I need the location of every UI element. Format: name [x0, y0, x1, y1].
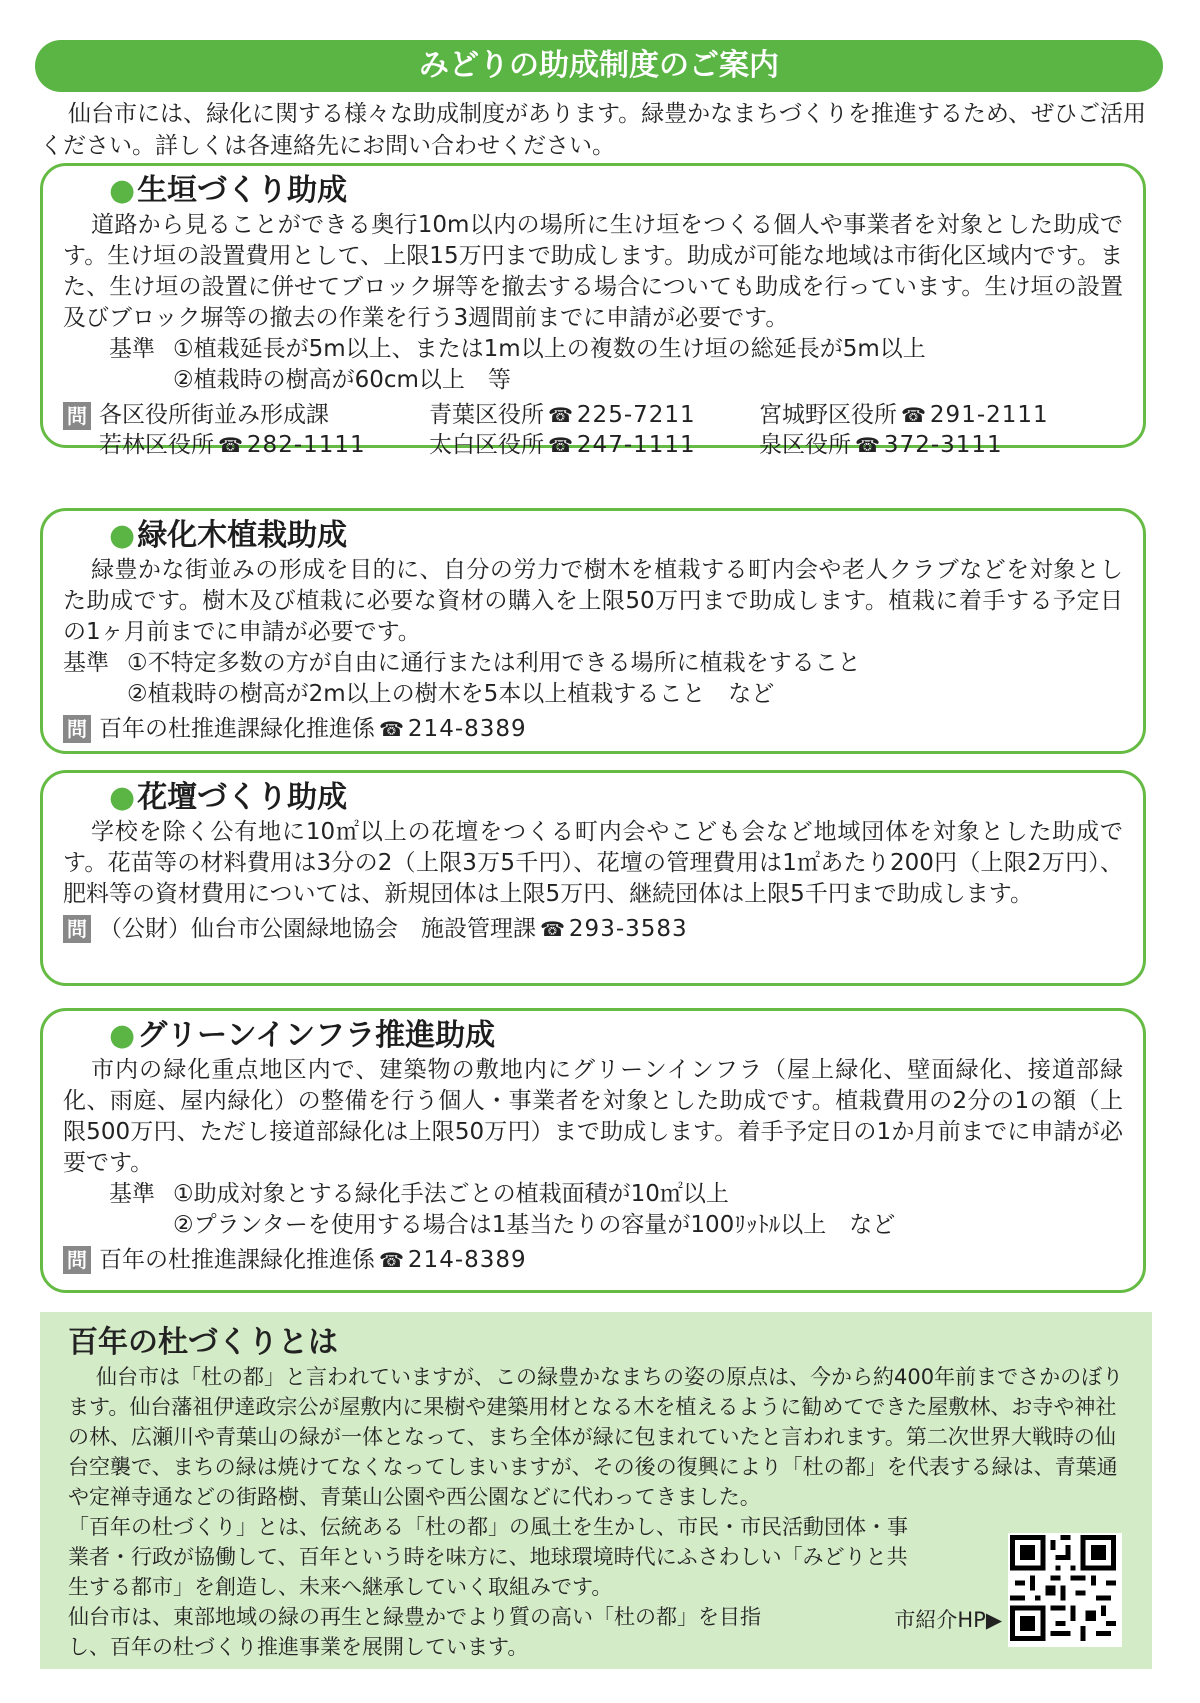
criteria-item: ①助成対象とする緑化手法ごとの植栽面積が10㎡以上: [173, 1181, 729, 1207]
section-hedge-subsidy: [40, 163, 1146, 458]
criteria: [63, 648, 1123, 710]
section-title: 生垣づくり助成: [137, 173, 348, 208]
section-tree-planting-subsidy: [40, 508, 1146, 754]
contact-tel: 293-3583: [568, 916, 688, 942]
phone-icon: ☎: [855, 433, 880, 457]
contact-row: [63, 914, 1123, 944]
contact-name: 泉区役所: [759, 432, 851, 458]
info-box-text: 仙台市は、東部地域の緑の再生と緑豊かでより質の高い「杜の都」を目指し、百年の杜づくり推進事業を展開しています。: [68, 1605, 761, 1659]
contact-tel: 247-1111: [576, 432, 696, 458]
contact-tel: 282-1111: [246, 432, 366, 458]
phone-icon: ☎: [540, 917, 565, 941]
contact-name: 各区役所街並み形成課: [99, 402, 329, 428]
criteria-label: 基準: [109, 336, 155, 362]
inquiry-icon: 問: [63, 402, 91, 430]
section-title: 花壇づくり助成: [137, 780, 348, 815]
page-banner: みどりの助成制度のご案内: [35, 40, 1163, 92]
inquiry-icon: 問: [63, 915, 91, 943]
contact-name: 若林区役所: [99, 432, 214, 458]
section-body: 市内の緑化重点地区内で、建築物の敷地内にグリーンインフラ（屋上緑化、壁面緑化、接道部緑化、雨庭、屋内緑化）の整備を行う個人・事業者を対象とした助成です。植栽費用の2分の1の額（上限500万円、ただし接道部緑化は上限50万円）まで助成します。着手予定日の1か月前までに申請が必要です。: [63, 1057, 1123, 1176]
inquiry-icon: 問: [63, 715, 91, 743]
phone-icon: ☎: [901, 403, 926, 427]
criteria-item: ①不特定多数の方が自由に通行または利用できる場所に植栽をすること: [127, 650, 861, 676]
criteria-item: ①植栽延長が5m以上、または1m以上の複数の生け垣の総延長が5m以上: [173, 336, 926, 362]
section-title: 緑化木植栽助成: [137, 518, 348, 553]
phone-icon: ☎: [379, 1248, 404, 1272]
section-body: 学校を除く公有地に10㎡以上の花壇をつくる町内会やこども会など地域団体を対象とした助成です。花苗等の材料費用は3分の2（上限3万5千円）、花壇の管理費用は1㎡あたり200円（上限2万円）、肥料等の資材費用については、新規団体は上限5万円、継続団体は上限5千円まで助成します。: [63, 819, 1123, 907]
info-box-text: 仙台市は「杜の都」と言われていますが、この緑豊かなまちの姿の原点は、今から約400年前までさかのぼります。仙台藩祖伊達政宗公が屋敷内に果樹や建築用材となる木を植えるように勧めてできた屋敷林、お寺や神社の林、広瀬川や青葉山の緑が一体となって、まち全体が緑に包まれていたと言われます。第二次世界大戦時の仙台空襲で、まちの緑は焼けてなくなってしまいますが、その後の復興により「杜の都」を代表する緑は、青葉通や定禅寺通などの街路樹、青葉山公園や西公園などに代わってきました。: [68, 1365, 1124, 1509]
criteria-label: 基準: [63, 650, 109, 676]
section-body: 道路から見ることができる奥行10m以内の場所に生け垣をつくる個人や事業者を対象とした助成です。生け垣の設置費用として、上限15万円まで助成します。助成が可能な地域は市街化区域内です。また、生け垣の設置に併せてブロック塀等を撤去する場合についても助成を行っています。生け垣の設置及びブロック塀等の撤去の作業を行う3週間前までに申請が必要です。: [63, 212, 1123, 331]
contact-tel: 214-8389: [407, 716, 527, 742]
phone-icon: ☎: [218, 433, 243, 457]
bullet-dot-icon: ●: [109, 518, 136, 553]
contact-tel: 225-7211: [576, 402, 696, 428]
phone-icon: ☎: [548, 433, 573, 457]
criteria-label: 基準: [109, 1181, 155, 1207]
contact-tel: 291-2111: [929, 402, 1049, 428]
contact-grid: [99, 400, 1089, 460]
bullet-dot-icon: ●: [109, 780, 136, 815]
info-box-title: 百年の杜づくりとは: [68, 1325, 338, 1360]
contact-name: 百年の杜推進課緑化推進係: [99, 1247, 375, 1273]
criteria-item: ②プランターを使用する場合は1基当たりの容量が100ﾘｯﾄﾙ以上 など: [173, 1212, 896, 1238]
phone-icon: ☎: [379, 717, 404, 741]
contact-tel: 372-3111: [883, 432, 1003, 458]
contact-name: （公財）仙台市公園緑地協会 施設管理課: [99, 916, 536, 942]
criteria-item: ②植栽時の樹高が2m以上の樹木を5本以上植栽すること など: [127, 681, 775, 707]
criteria: [63, 1179, 1123, 1241]
intro-text: 仙台市には、緑化に関する様々な助成制度があります。緑豊かなまちづくりを推進するため、ぜひご活用ください。詳しくは各連絡先にお問い合わせください。: [40, 101, 1147, 159]
city-hp-link[interactable]: 市紹介HP▶: [894, 1608, 1002, 1632]
contact-name: 宮城野区役所: [759, 402, 897, 428]
criteria-item: ②植栽時の樹高が60cm以上 等: [173, 367, 511, 393]
qr-code-icon[interactable]: [1008, 1533, 1122, 1647]
phone-icon: ☎: [548, 403, 573, 427]
contact-name: 太白区役所: [429, 432, 544, 458]
inquiry-icon: 問: [63, 1246, 91, 1274]
contact-name: 青葉区役所: [429, 402, 544, 428]
bullet-dot-icon: ●: [109, 173, 136, 208]
contact-tel: 214-8389: [407, 1247, 527, 1273]
contact-row: [63, 714, 1123, 744]
info-box-text: 「百年の杜づくり」とは、伝統ある「杜の都」の風土を生かし、市民・市民活動団体・事業者・行政が協働して、百年という時を味方に、地球環境時代にふさわしい「みどりと共生する都市」を創造し、未来へ継承していく取組みです。: [68, 1515, 908, 1599]
section-flowerbed-subsidy: [40, 770, 1146, 986]
criteria: [63, 334, 1123, 396]
bullet-dot-icon: ●: [109, 1018, 136, 1053]
section-title: グリーンインフラ推進助成: [137, 1018, 496, 1053]
section-green-infra-subsidy: [40, 1008, 1146, 1293]
hyakunen-mori-info-box: [40, 1312, 1152, 1669]
contact-row: [63, 1245, 1123, 1275]
contact-name: 百年の杜推進課緑化推進係: [99, 716, 375, 742]
section-body: 緑豊かな街並みの形成を目的に、自分の労力で樹木を植栽する町内会や老人クラブなどを対象とした助成です。樹木及び植栽に必要な資材の購入を上限50万円まで助成します。植栽に着手する予定日の1ヶ月前までに申請が必要です。: [63, 557, 1123, 645]
